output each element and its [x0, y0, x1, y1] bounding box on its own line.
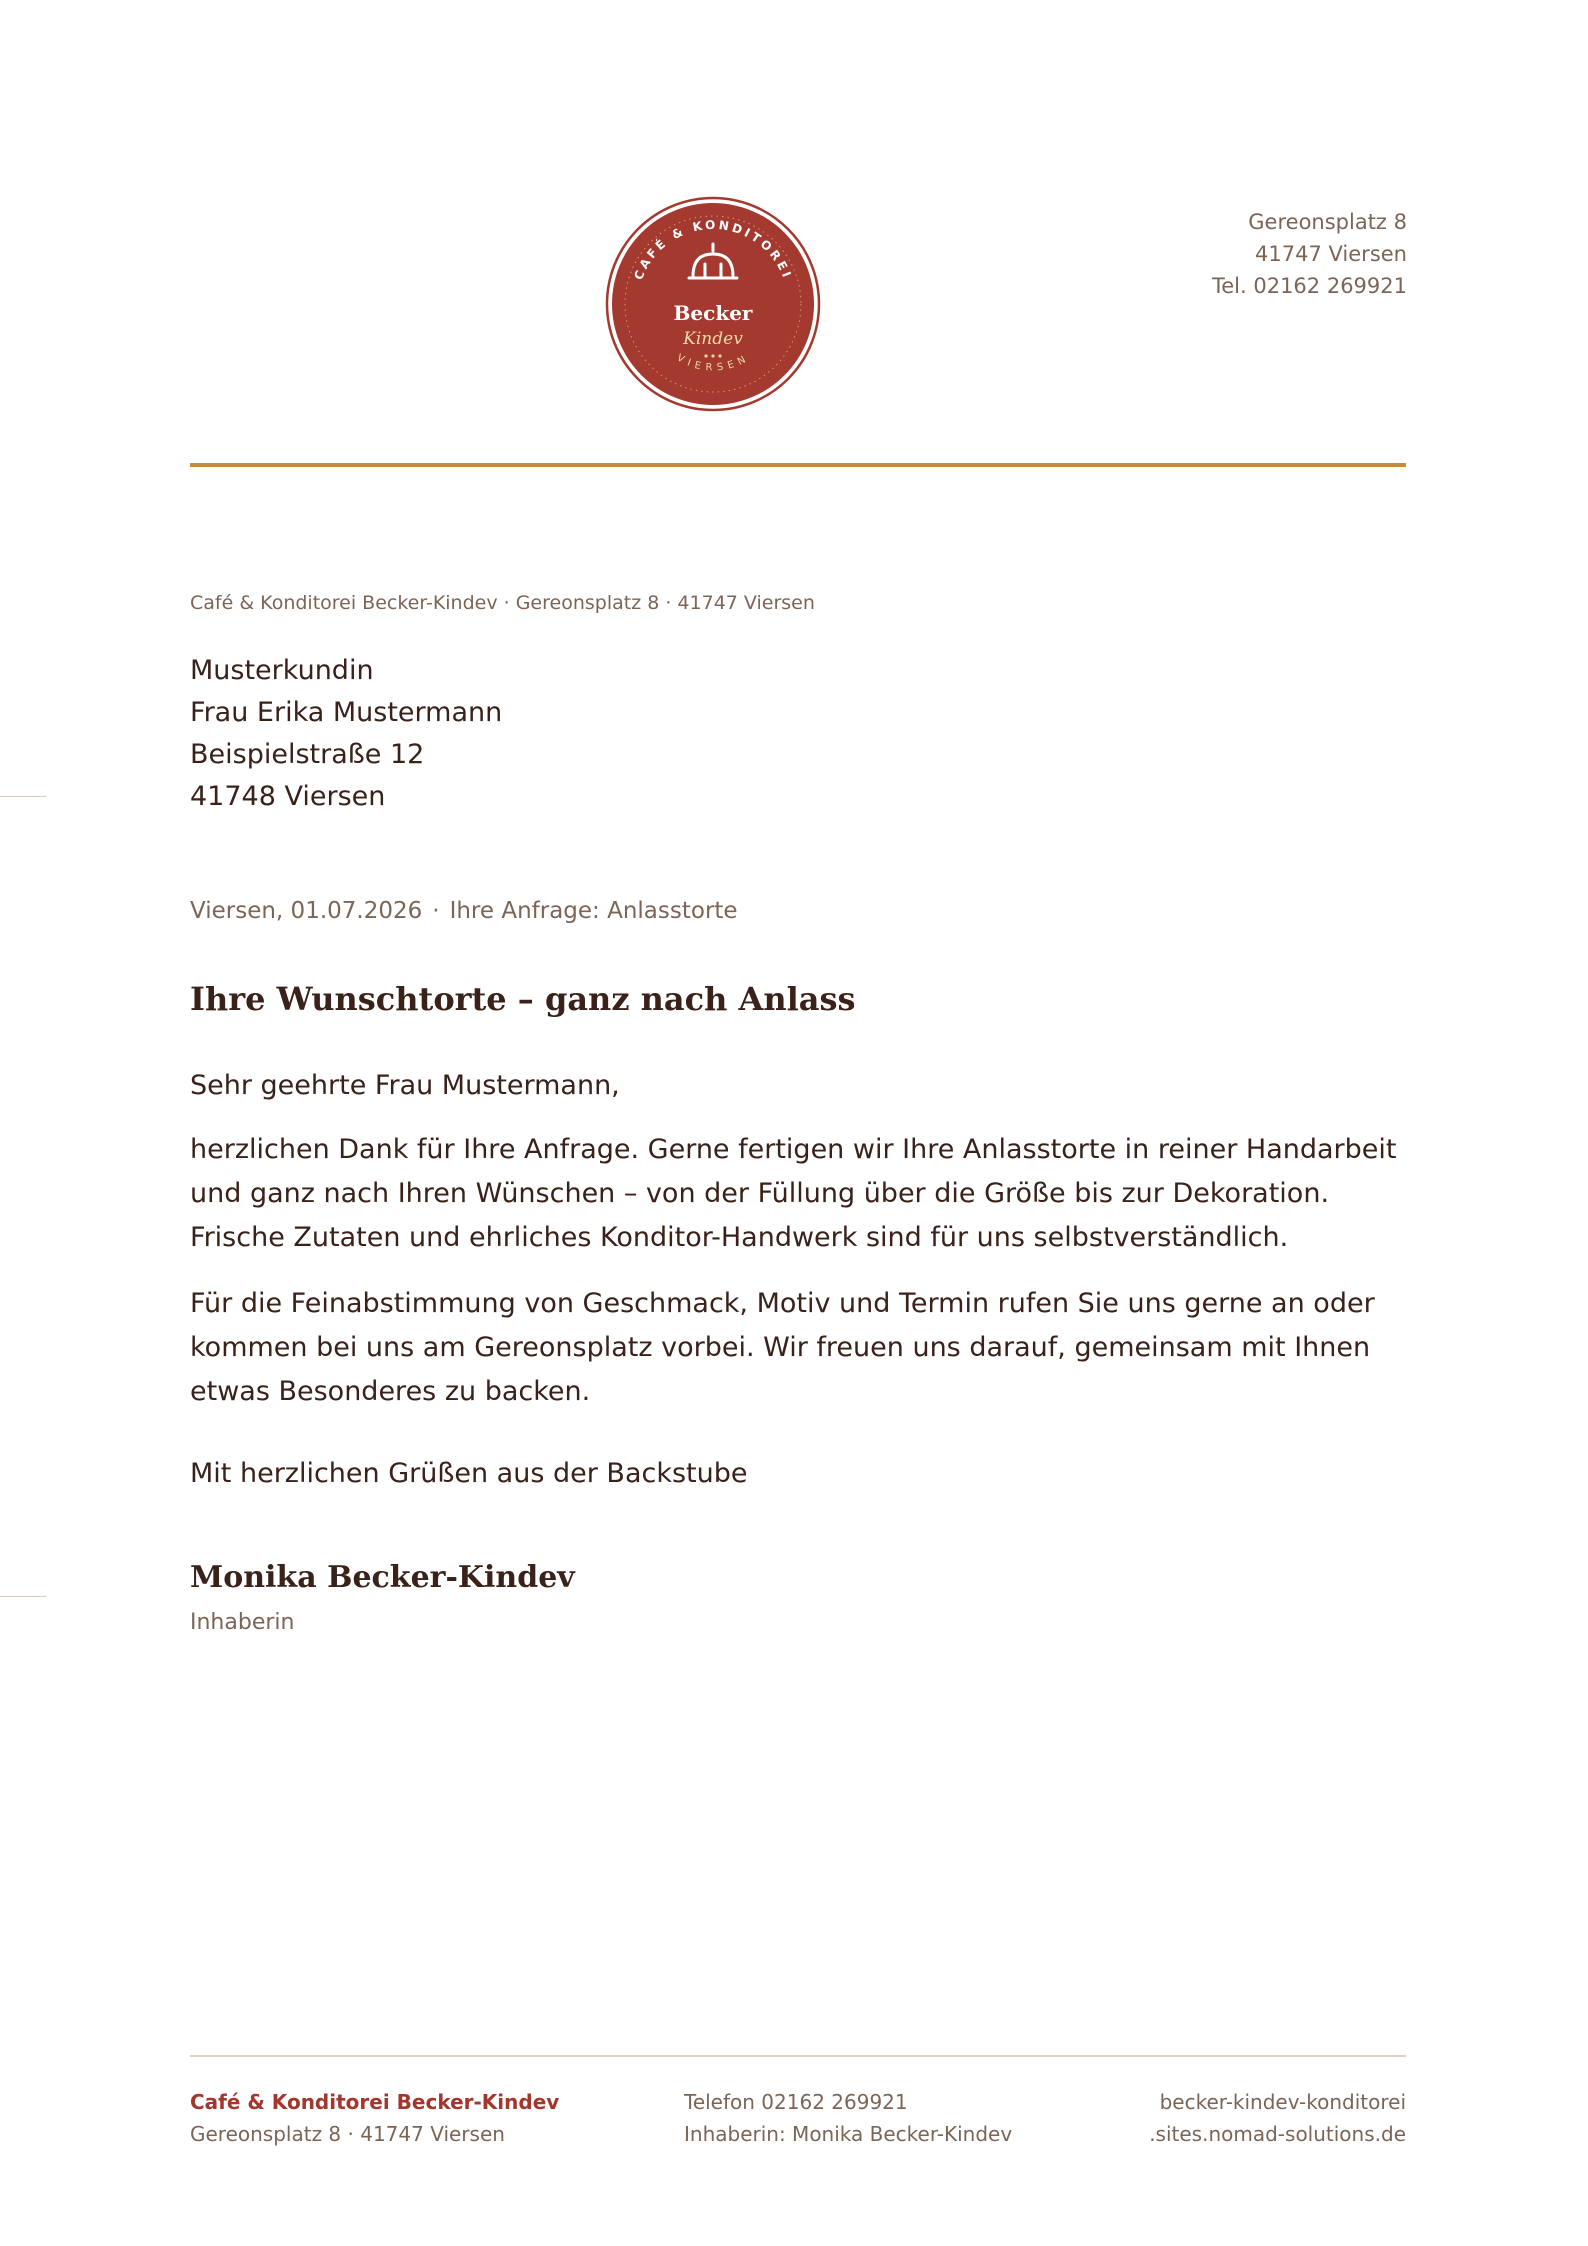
footer-web-line-1: becker-kindev-konditorei — [1159, 2090, 1406, 2114]
recipient-line-1: Musterkundin — [190, 655, 374, 686]
logo-dots — [704, 354, 721, 357]
footer-phone: Telefon 02162 269921 — [684, 2090, 908, 2114]
letter-meta — [190, 898, 738, 924]
sender-city: 41747 Viersen — [1255, 242, 1407, 266]
letter-subject: Ihre Wunschtorte – ganz nach Anlass — [190, 980, 856, 1018]
fold-mark-top — [0, 796, 46, 797]
logo-name-line1: Becker — [673, 301, 753, 325]
footer-web-line-2: .sites.nomad-solutions.de — [1149, 2122, 1406, 2146]
logo-name-line2: Kindev — [683, 329, 743, 349]
letter-paragraph-1: herzlichen Dank für Ihre Anfrage. Gerne fertigen wir Ihre Anlasstorte in reiner Handarbeit und ganz nach Ihren Wünschen – von der Füllung über die Größe bis zur Dekoration. Frische Zutaten und ehrliches Konditor-Handwerk sind für uns selbstverständlich. — [190, 1134, 1397, 1253]
return-address-line: Café & Konditorei Becker-Kindev · Gereonsplatz 8 · 41747 Viersen — [190, 592, 815, 614]
footer-column-contact — [684, 2086, 1012, 2150]
footer-column-company — [190, 2086, 559, 2150]
meta-separator: · — [432, 898, 440, 924]
footer-column-web — [1149, 2086, 1406, 2150]
footer-address: Gereonsplatz 8 · 41747 Viersen — [190, 2122, 505, 2146]
letter-paragraph-2: Für die Feinabstimmung von Geschmack, Motiv und Termin rufen Sie uns gerne an oder kommen bei uns am Gereonsplatz vorbei. Wir freuen uns darauf, gemeinsam mit Ihnen etwas Besonderes zu backen. — [190, 1288, 1375, 1407]
recipient-line-4: 41748 Viersen — [190, 781, 386, 812]
logo-badge — [605, 196, 821, 412]
footer-owner: Inhaberin: Monika Becker-Kindev — [684, 2122, 1013, 2146]
recipient-line-3: Beispielstraße 12 — [190, 739, 425, 770]
header-divider — [190, 463, 1406, 467]
letter-closing: Mit herzlichen Grüßen aus der Backstube — [190, 1458, 748, 1489]
sender-street: Gereonsplatz 8 — [1248, 210, 1407, 234]
recipient-line-2: Frau Erika Mustermann — [190, 697, 503, 728]
letter-date: Viersen, 01.07.2026 — [190, 898, 423, 924]
fold-mark-bottom — [0, 1596, 46, 1597]
footer-divider — [190, 2055, 1406, 2057]
logo-ring-text-bottom: VIERSEN — [674, 352, 752, 374]
sender-phone: Tel. 02162 269921 — [1211, 274, 1407, 298]
letter-salutation: Sehr geehrte Frau Mustermann, — [190, 1070, 620, 1101]
recipient-address — [190, 650, 502, 818]
footer-brand: Café & Konditorei Becker-Kindev — [190, 2090, 560, 2114]
sender-address — [1212, 206, 1407, 302]
signature-name: Monika Becker-Kindev — [190, 1560, 575, 1595]
logo-ring-text-top: CAFÉ & KONDITOREI — [631, 217, 795, 282]
signature-role: Inhaberin — [190, 1610, 295, 1635]
letter-reference: Ihre Anfrage: Anlasstorte — [449, 898, 738, 924]
